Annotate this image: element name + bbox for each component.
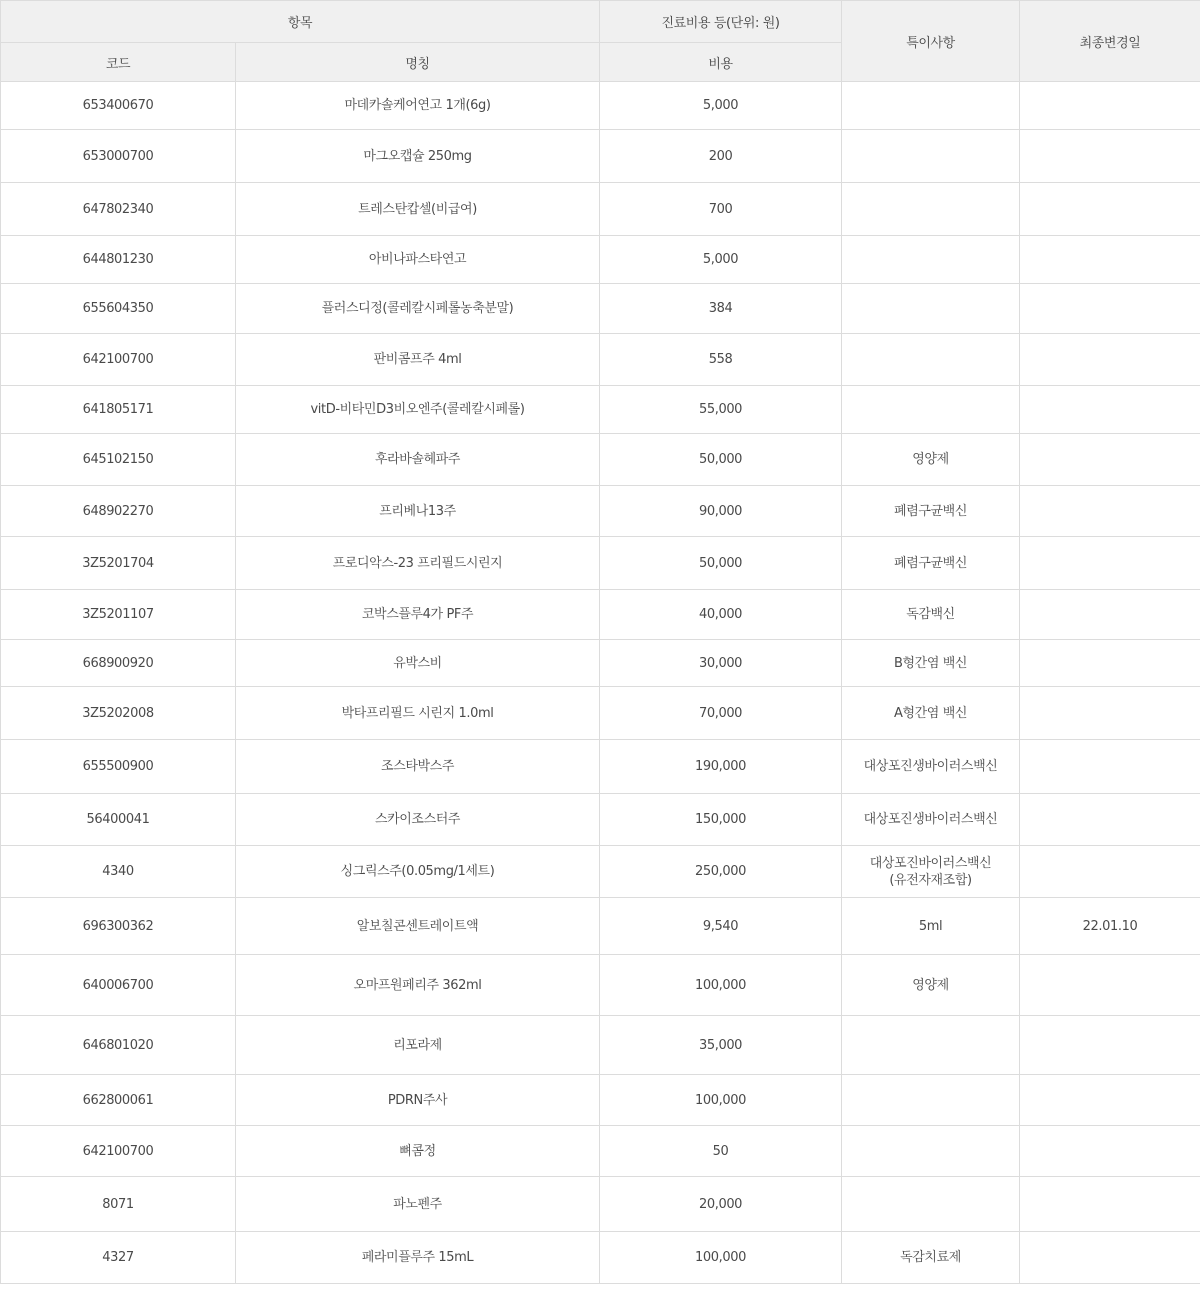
item-cost: 35,000: [600, 1016, 842, 1075]
header-notes: 특이사항: [842, 1, 1020, 82]
table-row: [1, 1177, 1200, 1232]
item-cost: 250,000: [600, 846, 842, 898]
item-cost: 190,000: [600, 740, 842, 794]
item-code: 645102150: [1, 434, 236, 486]
table-row: [1, 955, 1200, 1016]
item-name: 오마프원페리주 362ml: [236, 955, 600, 1016]
item-code: 4327: [1, 1232, 236, 1284]
header-cost-group: 진료비용 등(단위: 원): [600, 1, 842, 43]
item-last-changed: [1020, 687, 1200, 740]
header-name: 명칭: [236, 43, 600, 82]
item-note: B형간염 백신: [842, 640, 1020, 687]
table-row: [1, 434, 1200, 486]
item-note: 영양제: [842, 955, 1020, 1016]
item-cost: 50,000: [600, 434, 842, 486]
item-cost: 50,000: [600, 537, 842, 590]
table-body: [1, 82, 1200, 1284]
item-name: 파노펜주: [236, 1177, 600, 1232]
item-code: 646801020: [1, 1016, 236, 1075]
item-cost: 30,000: [600, 640, 842, 687]
item-name: 스카이조스터주: [236, 794, 600, 846]
item-name: 트레스탄캅셀(비급여): [236, 183, 600, 236]
item-last-changed: [1020, 82, 1200, 130]
item-note: [842, 334, 1020, 386]
item-cost: 200: [600, 130, 842, 183]
table-row: [1, 1232, 1200, 1284]
table-row: [1, 740, 1200, 794]
item-note: 독감백신: [842, 590, 1020, 640]
item-code: 3Z5201704: [1, 537, 236, 590]
item-code: 642100700: [1, 334, 236, 386]
item-name: PDRN주사: [236, 1075, 600, 1126]
table-row: [1, 537, 1200, 590]
item-code: 655500900: [1, 740, 236, 794]
table-row: [1, 183, 1200, 236]
item-last-changed: [1020, 1075, 1200, 1126]
item-note: 대상포진생바이러스백신: [842, 794, 1020, 846]
item-code: 668900920: [1, 640, 236, 687]
item-name: 마데카솔케어연고 1개(6g): [236, 82, 600, 130]
table-row: [1, 898, 1200, 955]
item-cost: 150,000: [600, 794, 842, 846]
table-row: [1, 590, 1200, 640]
table-row: [1, 1075, 1200, 1126]
item-last-changed: [1020, 846, 1200, 898]
item-last-changed: [1020, 183, 1200, 236]
table-row: [1, 82, 1200, 130]
item-code: 4340: [1, 846, 236, 898]
table-row: [1, 1016, 1200, 1075]
item-note: [842, 386, 1020, 434]
table-row: [1, 334, 1200, 386]
item-last-changed: [1020, 334, 1200, 386]
item-code: 3Z5202008: [1, 687, 236, 740]
item-code: 3Z5201107: [1, 590, 236, 640]
item-cost: 20,000: [600, 1177, 842, 1232]
item-cost: 9,540: [600, 898, 842, 955]
item-note: 폐렴구균백신: [842, 537, 1020, 590]
item-last-changed: [1020, 1232, 1200, 1284]
table-row: [1, 236, 1200, 284]
item-code: 642100700: [1, 1126, 236, 1177]
item-name: vitD-비타민D3비오엔주(콜레칼시페롤): [236, 386, 600, 434]
item-name: 싱그릭스주(0.05mg/1세트): [236, 846, 600, 898]
item-last-changed: 22.01.10: [1020, 898, 1200, 955]
item-cost: 100,000: [600, 1075, 842, 1126]
item-cost: 100,000: [600, 955, 842, 1016]
item-note: A형간염 백신: [842, 687, 1020, 740]
item-note: 대상포진생바이러스백신: [842, 740, 1020, 794]
item-cost: 40,000: [600, 590, 842, 640]
item-note: 영양제: [842, 434, 1020, 486]
item-cost: 5,000: [600, 82, 842, 130]
item-last-changed: [1020, 386, 1200, 434]
item-name: 판비콤프주 4ml: [236, 334, 600, 386]
item-name: 뼈콤정: [236, 1126, 600, 1177]
item-last-changed: [1020, 434, 1200, 486]
item-name: 페라미플루주 15mL: [236, 1232, 600, 1284]
item-note: [842, 130, 1020, 183]
item-note: [842, 284, 1020, 334]
item-name: 프리베나13주: [236, 486, 600, 537]
item-name: 후라바솔헤파주: [236, 434, 600, 486]
header-code: 코드: [1, 43, 236, 82]
item-cost: 50: [600, 1126, 842, 1177]
header-item-group: 항목: [1, 1, 600, 43]
item-note: [842, 1075, 1020, 1126]
item-last-changed: [1020, 1126, 1200, 1177]
item-cost: 100,000: [600, 1232, 842, 1284]
table-row: [1, 687, 1200, 740]
item-note: [842, 82, 1020, 130]
item-last-changed: [1020, 1016, 1200, 1075]
header-row-group: [1, 1, 1200, 43]
table-row: [1, 1126, 1200, 1177]
item-note: [842, 236, 1020, 284]
item-code: 56400041: [1, 794, 236, 846]
header-last-changed: 최종변경일: [1020, 1, 1200, 82]
item-code: 662800061: [1, 1075, 236, 1126]
table-row: [1, 386, 1200, 434]
item-note: 5ml: [842, 898, 1020, 955]
item-name: 코박스플루4가 PF주: [236, 590, 600, 640]
item-code: 640006700: [1, 955, 236, 1016]
table-row: [1, 284, 1200, 334]
item-cost: 700: [600, 183, 842, 236]
item-last-changed: [1020, 640, 1200, 687]
item-note: [842, 1016, 1020, 1075]
item-last-changed: [1020, 1177, 1200, 1232]
item-cost: 70,000: [600, 687, 842, 740]
item-name: 알보칠콘센트레이트액: [236, 898, 600, 955]
item-name: 마그오캡슐 250mg: [236, 130, 600, 183]
item-name: 플러스디정(콜레칼시페롤농축분말): [236, 284, 600, 334]
item-code: 647802340: [1, 183, 236, 236]
item-last-changed: [1020, 486, 1200, 537]
item-note: 독감치료제: [842, 1232, 1020, 1284]
item-name: 아비나파스타연고: [236, 236, 600, 284]
table-row: [1, 846, 1200, 898]
table-header: [1, 1, 1200, 82]
item-cost: 55,000: [600, 386, 842, 434]
item-code: 644801230: [1, 236, 236, 284]
item-name: 조스타박스주: [236, 740, 600, 794]
item-code: 655604350: [1, 284, 236, 334]
item-note: [842, 1126, 1020, 1177]
item-last-changed: [1020, 537, 1200, 590]
item-last-changed: [1020, 284, 1200, 334]
table-row: [1, 486, 1200, 537]
item-code: 641805171: [1, 386, 236, 434]
item-note: [842, 183, 1020, 236]
item-note: 폐렴구균백신: [842, 486, 1020, 537]
item-last-changed: [1020, 740, 1200, 794]
item-name: 유박스비: [236, 640, 600, 687]
item-cost: 558: [600, 334, 842, 386]
item-last-changed: [1020, 590, 1200, 640]
item-code: 8071: [1, 1177, 236, 1232]
item-cost: 90,000: [600, 486, 842, 537]
item-last-changed: [1020, 955, 1200, 1016]
item-last-changed: [1020, 794, 1200, 846]
table-row: [1, 640, 1200, 687]
item-note: 대상포진바이러스백신 (유전자재조합): [842, 846, 1020, 898]
table-row: [1, 130, 1200, 183]
header-cost: 비용: [600, 43, 842, 82]
table-row: [1, 794, 1200, 846]
item-last-changed: [1020, 130, 1200, 183]
item-note: [842, 1177, 1020, 1232]
item-name: 프로디악스-23 프리필드시린지: [236, 537, 600, 590]
item-name: 리포라제: [236, 1016, 600, 1075]
item-code: 696300362: [1, 898, 236, 955]
item-cost: 384: [600, 284, 842, 334]
item-name: 박타프리필드 시린지 1.0ml: [236, 687, 600, 740]
item-code: 653400670: [1, 82, 236, 130]
item-code: 648902270: [1, 486, 236, 537]
item-cost: 5,000: [600, 236, 842, 284]
item-last-changed: [1020, 236, 1200, 284]
item-code: 653000700: [1, 130, 236, 183]
